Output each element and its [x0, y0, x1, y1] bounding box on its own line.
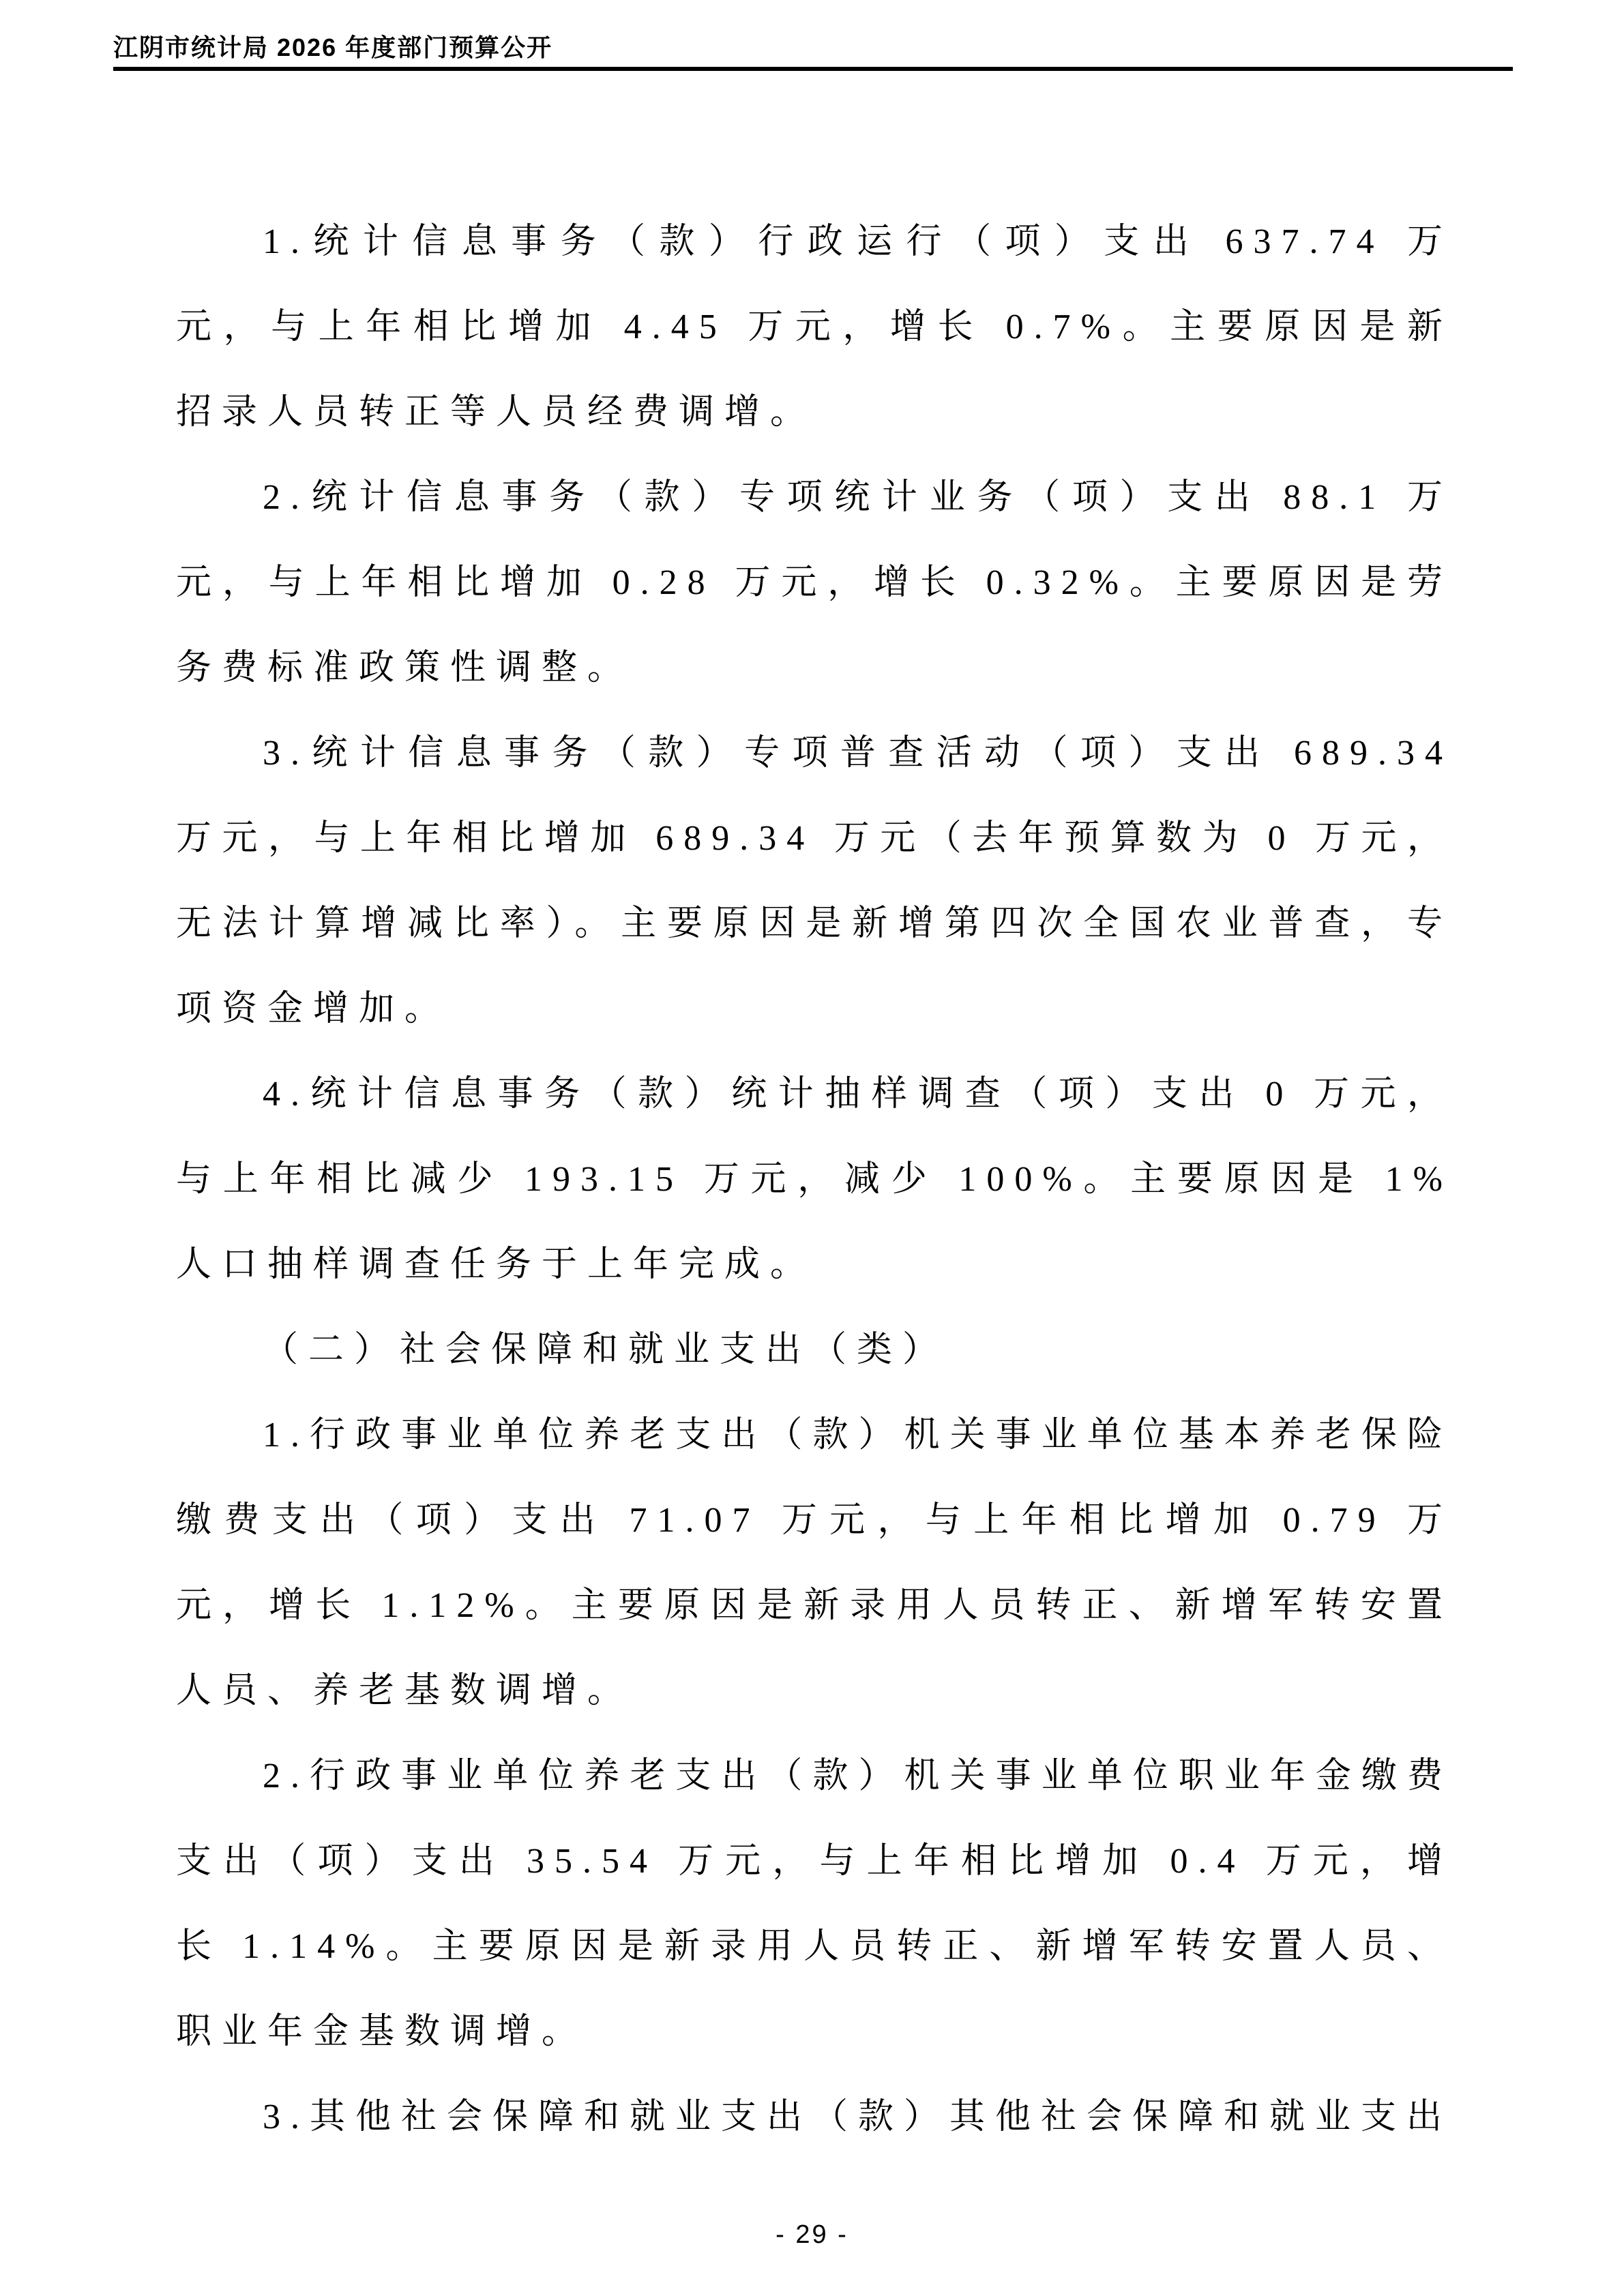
- body-paragraph: 4.统计信息事务（款）统计抽样调查（项）支出 0 万元，与上年相比减少 193.15 万元，减少 100%。主要原因是 1%人口抽样调查任务于上年完成。: [176, 1075, 1453, 1284]
- body-paragraph: 3.统计信息事务（款）专项普查活动（项）支出 689.34 万元，与上年相比增加 689.34 万元（去年预算数为 0 万元，无法计算增减比率）。主要原因是新增第四次全国农业普查，专项资金增加。: [176, 734, 1453, 1028]
- page-footer: [0, 2220, 1624, 2250]
- body-paragraph: 2.行政事业单位养老支出（款）机关事业单位职业年金缴费支出（项）支出 35.54 万元，与上年相比增加 0.4 万元，增长 1.14%。主要原因是新录用人员转正、新增军转安置人员、职业年金基数调增。: [176, 1757, 1453, 2051]
- document-header-title: 江阴市统计局 2026 年度部门预算公开: [113, 33, 553, 61]
- document-body: [176, 199, 1453, 2160]
- body-paragraph: 2.统计信息事务（款）专项统计业务（项）支出 88.1 万元，与上年相比增加 0.28 万元，增长 0.32%。主要原因是劳务费标准政策性调整。: [176, 478, 1453, 687]
- header-rule: [113, 67, 1513, 71]
- body-paragraph: 1.统计信息事务（款）行政运行（项）支出 637.74 万元，与上年相比增加 4.45 万元，增长 0.7%。主要原因是新招录人员转正等人员经费调增。: [176, 222, 1453, 432]
- body-paragraph: 3.其他社会保障和就业支出（款）其他社会保障和就业支出: [263, 2098, 1453, 2136]
- body-paragraph: 1.行政事业单位养老支出（款）机关事业单位基本养老保险缴费支出（项）支出 71.07 万元，与上年相比增加 0.79 万元，增长 1.12%。主要原因是新录用人员转正、新增军转安置人员、养老基数调增。: [176, 1416, 1453, 1710]
- section-heading: （二）社会保障和就业支出（类）: [263, 1330, 949, 1369]
- page-number: - 29 -: [776, 2220, 848, 2249]
